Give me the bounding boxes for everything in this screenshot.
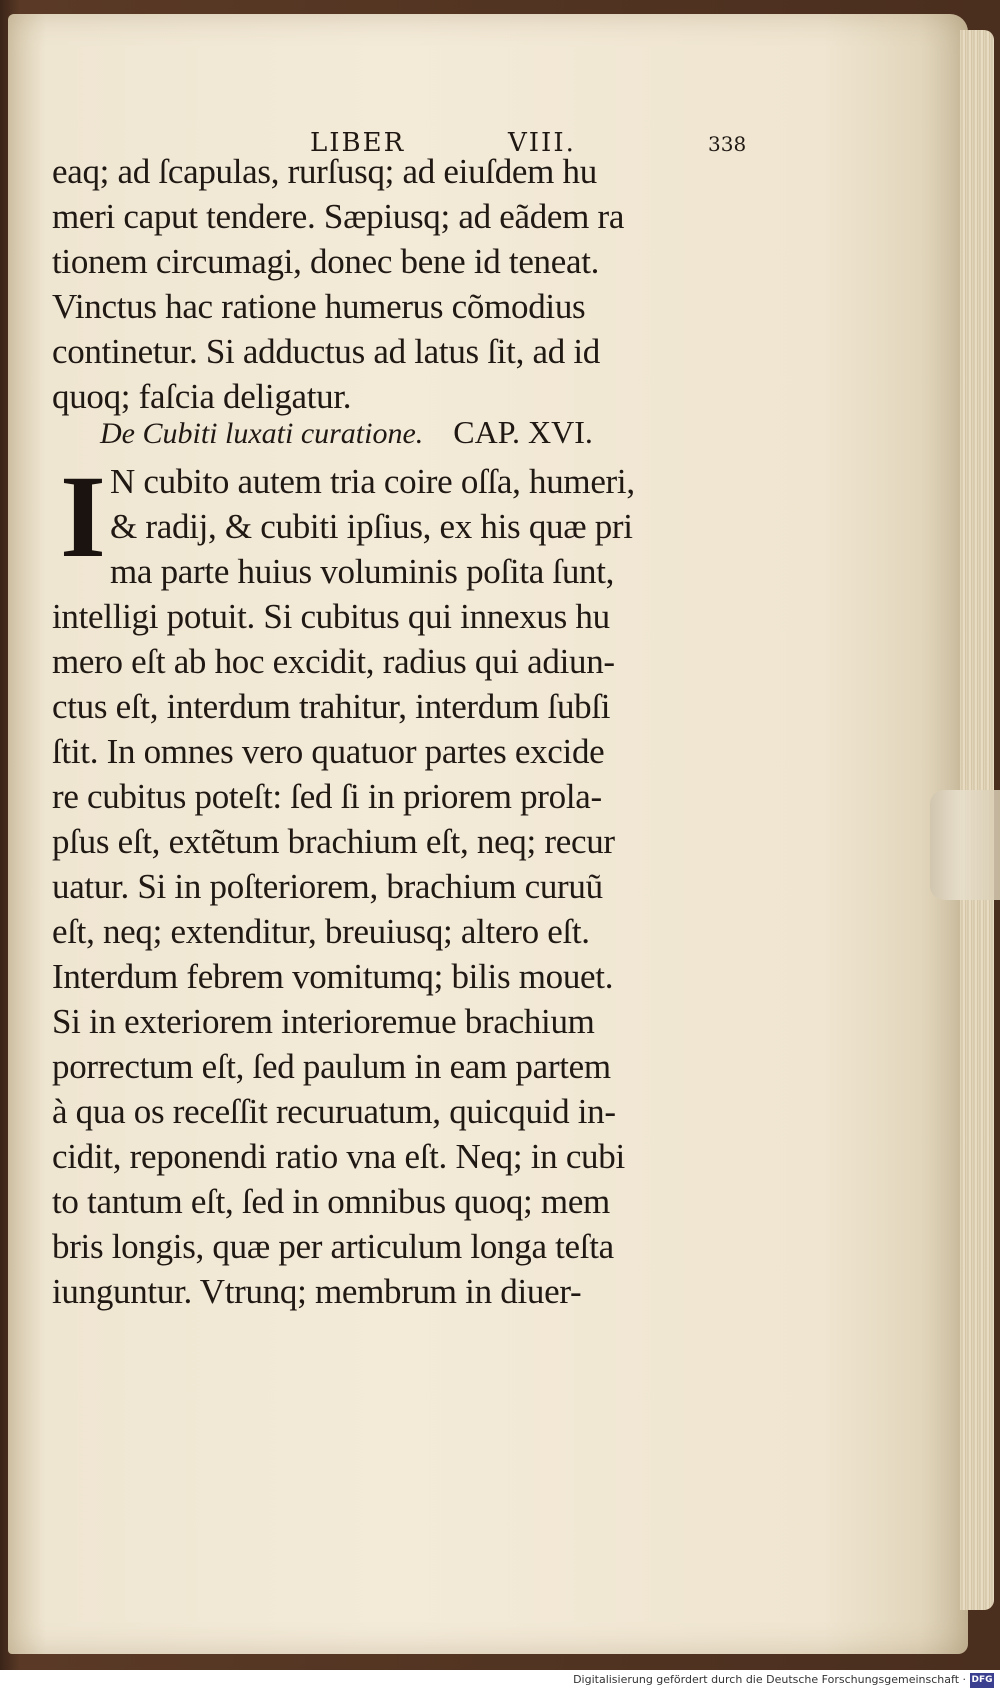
chapter-number: CAP. XVI. — [453, 414, 593, 450]
running-head-book-number: VIII. — [508, 128, 576, 158]
text-line: cidit, reponendi ratio vna eſt. Neq; in cubi — [52, 1137, 625, 1176]
drop-cap-initial: I — [60, 451, 106, 582]
text-line: N cubito autem tria coire oſſa, humeri, — [110, 462, 635, 501]
text-line: eſt, neq; extenditur, breuiusq; altero eſt. — [52, 912, 590, 951]
text-line: & radij, & cubiti ipſius, ex his quæ pri — [110, 507, 633, 546]
text-line: iunguntur. Vtrunq; membrum in diuer- — [52, 1272, 582, 1311]
page-marker-tab — [930, 790, 1000, 900]
dfg-logo: DFG — [970, 1673, 994, 1688]
chapter-heading — [100, 414, 593, 451]
text-line: continetur. Si adductus ad latus ſit, ad id — [52, 332, 600, 371]
running-head-liber: LIBER — [310, 128, 406, 158]
folio-number: 338 — [708, 132, 747, 156]
text-line: porrectum eſt, ſed paulum in eam partem — [52, 1047, 611, 1086]
text-line: à qua os receſſit recuruatum, quicquid in- — [52, 1092, 616, 1131]
text-line: to tantum eſt, ſed in omnibus quoq; mem — [52, 1182, 610, 1221]
chapter-title: De Cubiti luxati curatione. — [100, 417, 424, 450]
text-line: mero eſt ab hoc excidit, radius qui adiun- — [52, 642, 615, 681]
text-line: Interdum febrem vomitumq; bilis mouet. — [52, 957, 614, 996]
text-line: quoq; faſcia deligatur. — [52, 377, 352, 416]
text-line: intelligi potuit. Si cubitus qui innexus hu — [52, 597, 610, 636]
text-line: ma parte huius voluminis poſita ſunt, — [110, 552, 615, 591]
text-line: eaq; ad ſcapulas, rurſusq; ad eiuſdem hu — [52, 152, 597, 191]
text-line: tionem circumagi, donec bene id teneat. — [52, 242, 600, 281]
digitization-credit: Digitalisierung gefördert durch die Deutsche Forschungsgemeinschaft · — [573, 1673, 966, 1686]
text-line: bris longis, quæ per articulum longa teſta — [52, 1227, 614, 1266]
text-line: Si in exteriorem interioremue brachium — [52, 1002, 595, 1041]
text-line: Vinctus hac ratione humerus cõmodius — [52, 287, 586, 326]
text-line: ctus eſt, interdum trahitur, interdum ſubſi — [52, 687, 611, 726]
text-line: meri caput tendere. Sæpiusq; ad eãdem ra — [52, 197, 625, 236]
footer-bar — [0, 1670, 1000, 1694]
text-line: re cubitus poteſt: ſed ſi in priorem prola- — [52, 777, 602, 816]
text-line: ſtit. In omnes vero quatuor partes excide — [52, 732, 605, 771]
text-line: uatur. Si in poſteriorem, brachium curuũ — [52, 867, 603, 906]
text-line: pſus eſt, extẽtum brachium eſt, neq; recur — [52, 822, 615, 861]
